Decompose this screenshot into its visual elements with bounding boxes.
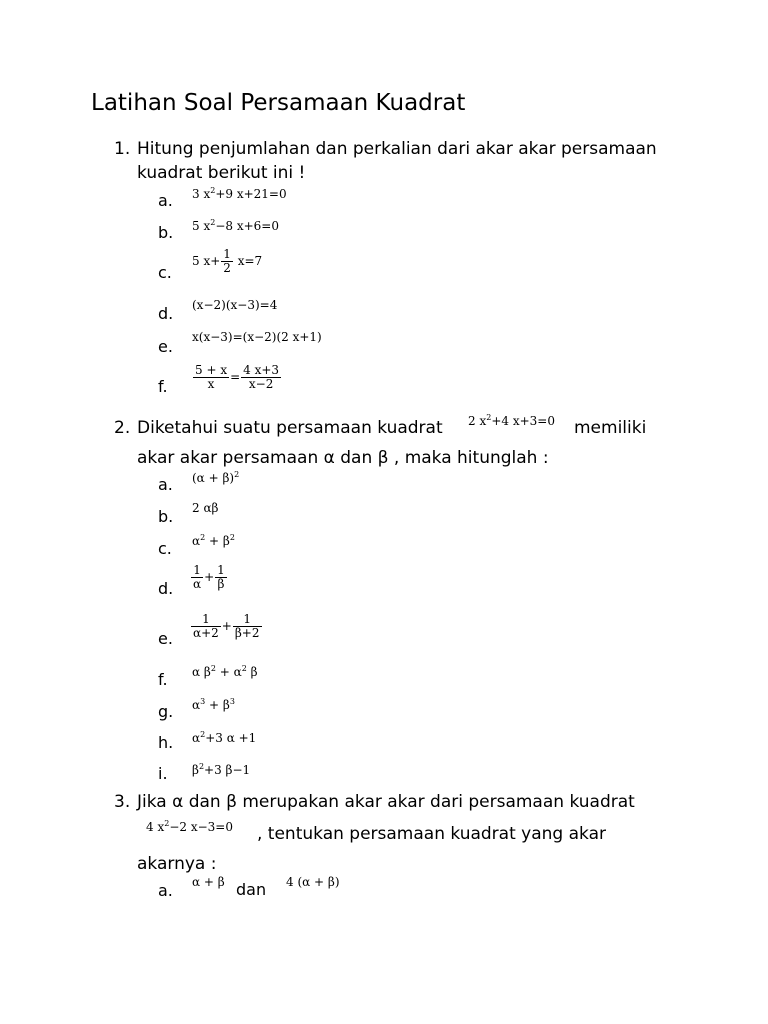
q2-item-f-label: f. [158,670,168,689]
question-1-text-line-1: Hitung penjumlahan dan perkalian dari akar akar persamaan [137,139,657,159]
q2-item-c-equation: $\alpha^2 + \beta^2$ [192,533,235,548]
question-3-text-line-3: akarnya : [137,854,217,874]
q2-item-c-label: c. [158,539,172,558]
question-3-main-equation: 4 $x^2-2$ x−3=0 [146,819,233,834]
q2-item-h-label: h. [158,733,174,752]
q2-item-e-label: e. [158,629,173,648]
question-2-main-equation: 2 $x^2+4$ x+3=0 [468,413,555,428]
q1-item-e-equation: x(x−3)=(x−2)(2 x+1) [192,330,322,344]
page-title: Latihan Soal Persamaan Kuadrat [91,90,466,116]
q1-item-a-equation: 3 $x^2+9$ x+21=0 [192,186,287,201]
question-2-number: 2. [114,418,131,438]
question-1-text-line-2: kuadrat berikut ini ! [137,163,306,183]
q1-item-a-label: a. [158,191,173,210]
q1-item-e-label: e. [158,337,173,356]
q2-item-e-equation: $\frac{1}{\alpha+2}$ + $\frac{1}{\beta+2}$ [193,612,260,640]
q2-item-f-equation: α $\beta^2 + \alpha^2$ β [192,664,258,679]
question-1-number: 1. [114,139,131,159]
q1-item-d-label: d. [158,304,174,323]
q2-item-i-label: i. [158,764,168,783]
q1-item-c-equation: 5 x+ $\frac{1}{2}$ x=7 [192,247,263,275]
q2-item-g-equation: $\alpha^3 + \beta^3$ [192,697,235,712]
q1-item-b-label: b. [158,223,174,242]
q1-item-f-label: f. [158,377,168,396]
question-2-text-line-1b: memiliki [574,418,647,438]
question-3-text-line-2: , tentukan persamaan kuadrat yang akar [257,824,606,844]
q2-item-g-label: g. [158,702,174,721]
q1-item-b-equation: 5 $x^2-8$ x+6=0 [192,218,279,233]
question-3-text-line-1: Jika α dan β merupakan akar akar dari persamaan kuadrat [137,792,635,812]
question-2-text-line-2: akar akar persamaan α dan β , maka hitunglah : [137,448,549,468]
q1-item-f-equation: $\frac{5 + x}{x}$ = $\frac{4 x+3}{x-2}$ [195,363,280,391]
q3-item-a-equation-2: 4 (α + β) [286,875,340,889]
q3-item-a-dan: dan [236,880,267,899]
q3-item-a-equation-1: α + β [192,875,225,889]
question-2-text-line-1a: Diketahui suatu persamaan kuadrat [137,418,443,438]
q2-item-b-label: b. [158,507,174,526]
q2-item-d-equation: $\frac{1}{\alpha}$ + $\frac{1}{\beta}$ [193,563,225,591]
q2-item-d-label: d. [158,579,174,598]
q2-item-a-label: a. [158,475,173,494]
q1-item-d-equation: (x−2)(x−3)=4 [192,298,278,312]
question-3-number: 3. [114,792,131,812]
q2-item-b-equation: 2 αβ [192,501,219,515]
q1-item-c-label: c. [158,263,172,282]
q3-item-a-label: a. [158,881,173,900]
q2-item-a-equation: $(\alpha + \beta)^2$ [192,470,240,485]
q2-item-h-equation: $\alpha^2+3$ α +1 [192,730,257,745]
q2-item-i-equation: $\beta^2+3$ β−1 [192,762,251,777]
